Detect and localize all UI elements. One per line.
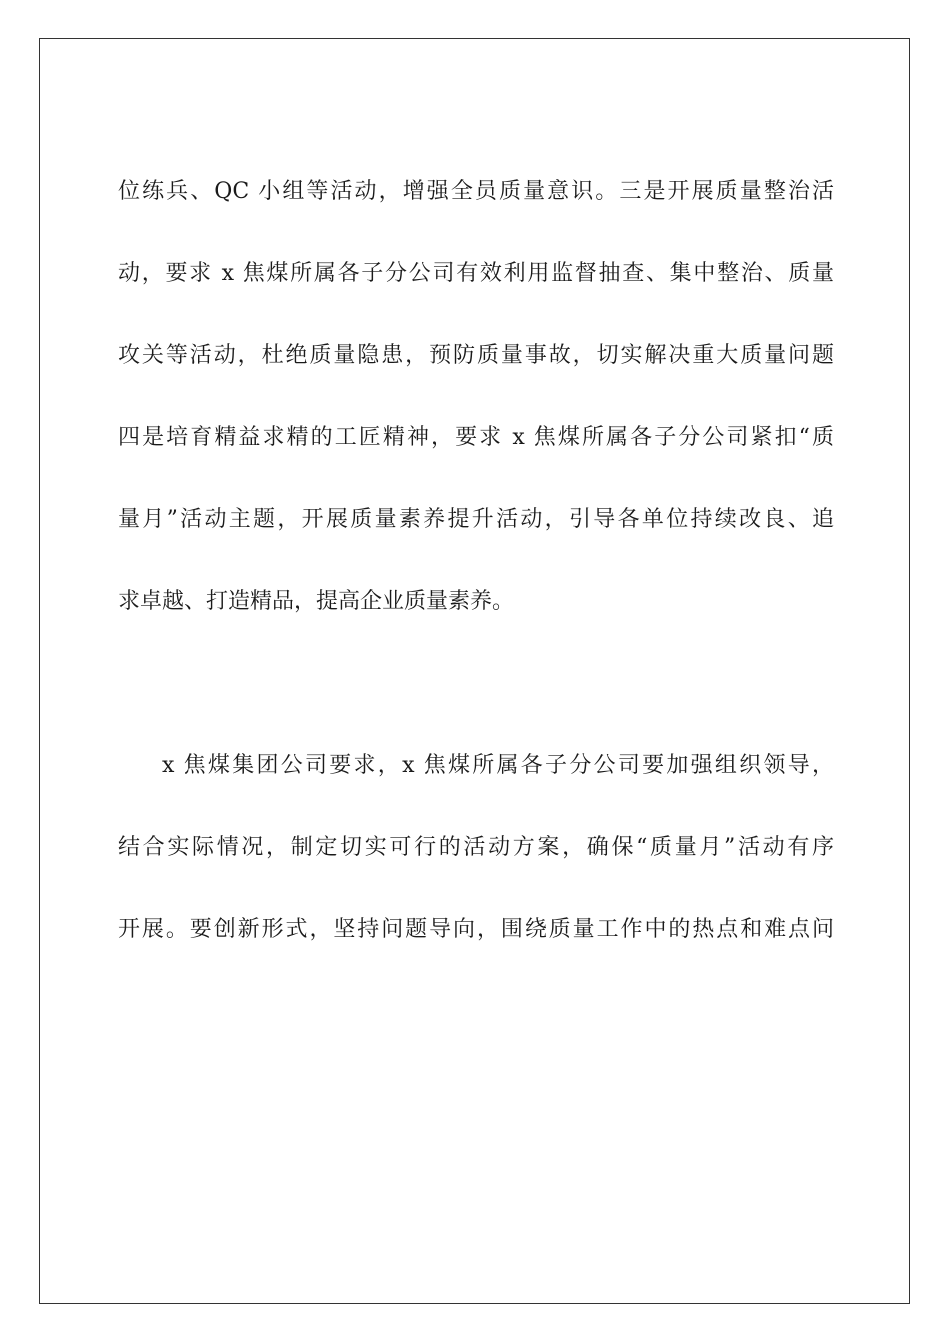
- paragraph-gap: [118, 643, 834, 725]
- text-line-5: 量月”活动主题，开展质量素养提升活动，引导各单位持续改良、追: [118, 507, 834, 532]
- text-line-6: 求卓越、打造精品，提高企业质量素养。: [118, 589, 515, 614]
- page-frame: [39, 38, 910, 1304]
- text-line-4: 四是培育精益求精的工匠精神，要求 x 焦煤所属各子分公司紧扣“质: [118, 425, 834, 450]
- text-line-7: x 焦煤集团公司要求，x 焦煤所属各子分公司要加强组织领导，: [162, 753, 834, 778]
- document-body: [118, 151, 834, 971]
- text-line-9: 开展。要创新形式，坚持问题导向，围绕质量工作中的热点和难点问: [118, 917, 834, 942]
- text-line-3: 攻关等活动，杜绝质量隐患，预防质量事故，切实解决重大质量问题: [118, 343, 834, 368]
- text-line-2: 动，要求 x 焦煤所属各子分公司有效利用监督抽查、集中整治、质量: [118, 261, 834, 286]
- text-line-1: 位练兵、QC 小组等活动，增强全员质量意识。三是开展质量整治活: [118, 179, 834, 204]
- text-line-8: 结合实际情况，制定切实可行的活动方案，确保“质量月”活动有序: [118, 835, 834, 860]
